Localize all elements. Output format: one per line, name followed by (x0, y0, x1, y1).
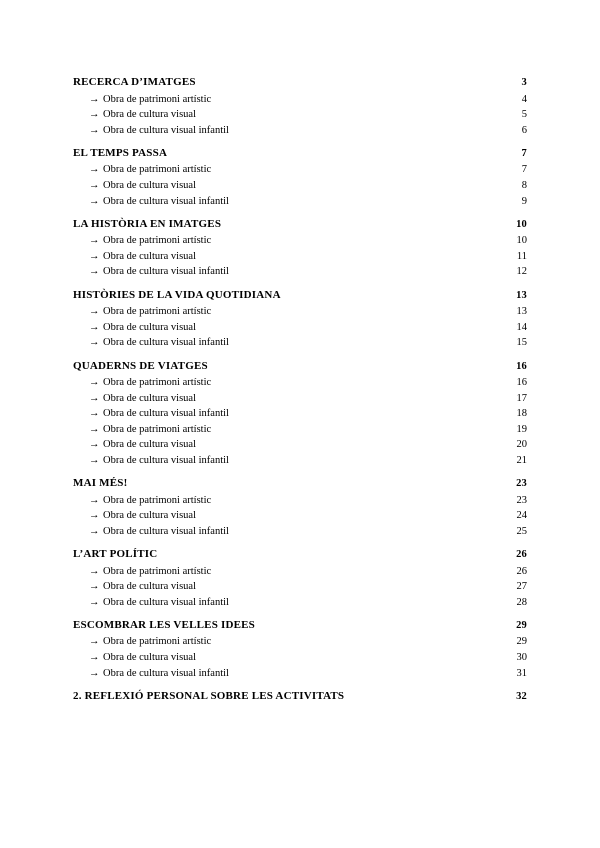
toc-entry-page: 17 (516, 392, 527, 404)
toc-entry-label: Obra de patrimoni artístic (103, 377, 212, 388)
toc-entry-text (89, 508, 196, 524)
toc-entry[interactable] (73, 249, 527, 265)
toc-heading-page: 10 (516, 218, 527, 230)
toc-entry-text (89, 666, 229, 682)
toc-entry-page: 21 (516, 454, 527, 466)
table-of-contents (73, 74, 527, 705)
toc-entry-text (89, 375, 211, 391)
toc-section (73, 287, 527, 351)
toc-entry-text (89, 320, 196, 336)
toc-entry-label: Obra de cultura visual infantil (103, 454, 229, 466)
toc-entry-label: Obra de patrimoni artístic (103, 565, 212, 577)
toc-entry[interactable] (73, 335, 527, 351)
toc-entry[interactable] (73, 92, 527, 108)
toc-entry-label: Obra de cultura visual infantil (103, 195, 229, 207)
toc-entry-text (89, 564, 211, 580)
toc-entry-page: 27 (516, 581, 527, 593)
toc-entry-label: Obra de patrimoni artístic (103, 164, 212, 176)
toc-entry-page: 16 (516, 377, 527, 388)
toc-section (73, 74, 527, 138)
toc-entry[interactable] (73, 178, 527, 194)
toc-entry-label: Obra de cultura visual (103, 321, 197, 333)
toc-entry[interactable] (73, 406, 527, 422)
toc-entry[interactable] (73, 564, 527, 580)
toc-heading-title: RECERCA D’IMATGES (73, 76, 196, 88)
toc-heading[interactable] (73, 546, 527, 564)
arrow-right-icon: → (89, 377, 100, 388)
toc-heading[interactable] (73, 617, 527, 635)
toc-entry-page: 28 (516, 596, 527, 608)
toc-entry-label: Obra de patrimoni artístic (103, 494, 212, 506)
toc-heading-page: 16 (516, 360, 527, 372)
toc-heading-title: EL TEMPS PASSA (73, 146, 168, 159)
toc-entry-label: Obra de patrimoni artístic (103, 235, 212, 247)
arrow-right-icon: → (89, 321, 100, 333)
toc-section (73, 358, 527, 469)
toc-entry-text (89, 524, 229, 540)
toc-entry-page: 25 (516, 525, 527, 537)
toc-entry-label: Obra de patrimoni artístic (103, 423, 212, 435)
toc-heading-title: MAI MÉS! (73, 477, 128, 490)
toc-entry[interactable] (73, 162, 527, 178)
toc-heading[interactable] (73, 475, 527, 493)
arrow-right-icon: → (89, 408, 100, 420)
toc-heading-page: 23 (516, 478, 527, 490)
toc-entry-label: Obra de cultura visual infantil (103, 667, 229, 679)
toc-entry-page: 24 (516, 510, 527, 522)
toc-entry-label: Obra de patrimoni artístic (103, 636, 212, 648)
arrow-right-icon: → (89, 93, 100, 105)
toc-entry-label: Obra de cultura visual (103, 250, 197, 262)
toc-entry-page: 13 (516, 306, 527, 318)
arrow-right-icon: → (89, 235, 100, 247)
toc-heading-title: QUADERNS DE VIATGES (73, 359, 208, 372)
arrow-right-icon: → (89, 124, 100, 136)
arrow-right-icon: → (89, 565, 100, 577)
toc-entry-label: Obra de cultura visual infantil (103, 408, 229, 420)
toc-entry-page: 5 (521, 109, 527, 121)
toc-heading[interactable] (73, 358, 527, 376)
arrow-right-icon: → (89, 494, 100, 506)
toc-entry[interactable] (73, 634, 527, 650)
toc-entry-text (89, 304, 211, 320)
toc-final-heading[interactable] (73, 688, 527, 706)
toc-entry-text (89, 579, 196, 595)
arrow-right-icon: → (89, 510, 100, 522)
toc-entry-label: Obra de cultura visual infantil (103, 525, 229, 537)
arrow-right-icon: → (89, 636, 100, 648)
toc-heading[interactable] (73, 145, 527, 163)
toc-entry-text (89, 493, 211, 509)
toc-entry-label: Obra de cultura visual (103, 109, 197, 121)
toc-entry[interactable] (73, 264, 527, 280)
toc-entry-text (89, 422, 211, 438)
toc-entry-text (89, 437, 196, 453)
toc-entry-text (89, 92, 211, 108)
toc-entry[interactable] (73, 437, 527, 453)
toc-entry-text (89, 595, 229, 611)
toc-section (73, 475, 527, 539)
toc-entry-label: Obra de cultura visual (103, 392, 197, 404)
toc-entry-text (89, 249, 196, 265)
toc-heading-title: LA HISTÒRIA EN IMATGES (73, 217, 222, 230)
arrow-right-icon: → (89, 423, 100, 435)
toc-heading-page: 29 (516, 619, 527, 631)
arrow-right-icon: → (89, 454, 100, 466)
toc-entry-text (89, 178, 196, 194)
toc-entry-page: 26 (516, 565, 527, 577)
toc-entry[interactable] (73, 107, 527, 123)
toc-heading-page: 3 (521, 77, 527, 88)
toc-entry[interactable] (73, 304, 527, 320)
toc-entry[interactable] (73, 233, 527, 249)
toc-entry-page: 8 (521, 179, 527, 191)
toc-entry-page: 10 (516, 235, 527, 247)
toc-entry-label: Obra de cultura visual infantil (103, 596, 229, 608)
toc-entry[interactable] (73, 391, 527, 407)
toc-final-page: 32 (516, 690, 527, 702)
arrow-right-icon: → (89, 195, 100, 207)
arrow-right-icon: → (89, 652, 100, 663)
arrow-right-icon: → (89, 667, 100, 679)
toc-entry[interactable] (73, 595, 527, 611)
arrow-right-icon: → (89, 392, 100, 404)
toc-entry[interactable] (73, 375, 527, 391)
toc-entry-label: Obra de cultura visual (103, 581, 197, 593)
toc-entry-page: 11 (516, 250, 527, 262)
toc-entry[interactable] (73, 650, 527, 666)
arrow-right-icon: → (89, 250, 100, 262)
toc-entry-label: Obra de cultura visual (103, 179, 197, 191)
toc-entry-text (89, 335, 229, 351)
toc-entry-text (89, 162, 211, 178)
arrow-right-icon: → (89, 109, 100, 121)
toc-entry-text (89, 123, 229, 139)
toc-heading-page: 26 (516, 549, 527, 561)
toc-entry-page: 20 (516, 439, 527, 451)
toc-entry-text (89, 453, 229, 469)
toc-heading[interactable] (73, 74, 527, 92)
toc-entry-label: Obra de cultura visual infantil (103, 337, 229, 349)
toc-heading-title: ESCOMBRAR LES VELLES IDEES (73, 618, 255, 631)
toc-entry-page: 31 (516, 667, 527, 679)
toc-entry-text (89, 194, 229, 210)
toc-heading[interactable] (73, 216, 527, 234)
toc-entry-text (89, 264, 229, 280)
toc-heading-page: 7 (521, 147, 527, 159)
toc-entry-text (89, 233, 211, 249)
arrow-right-icon: → (89, 337, 100, 349)
arrow-right-icon: → (89, 179, 100, 191)
toc-entry[interactable] (73, 194, 527, 210)
arrow-right-icon: → (89, 439, 100, 451)
toc-entry[interactable] (73, 320, 527, 336)
toc-entry[interactable] (73, 453, 527, 469)
toc-entry-label: Obra de cultura visual infantil (103, 266, 229, 278)
toc-entry-page: 7 (521, 164, 527, 176)
toc-entry-page: 30 (516, 652, 527, 663)
toc-entry-page: 14 (516, 321, 527, 333)
arrow-right-icon: → (89, 596, 100, 608)
toc-entry[interactable] (73, 422, 527, 438)
toc-entry-page: 15 (516, 337, 527, 349)
toc-entry-label: Obra de patrimoni artístic (103, 306, 212, 318)
toc-entry-page: 19 (516, 423, 527, 435)
toc-entry[interactable] (73, 579, 527, 595)
toc-entry-text (89, 650, 196, 666)
toc-section (73, 216, 527, 280)
toc-entry-text (89, 406, 229, 422)
toc-entry[interactable] (73, 508, 527, 524)
toc-entry[interactable] (73, 123, 527, 139)
toc-entry-page: 18 (516, 408, 527, 420)
toc-entry-label: Obra de patrimoni artístic (103, 93, 212, 105)
toc-heading-title: L’ART POLÍTIC (73, 548, 158, 561)
toc-entry[interactable] (73, 524, 527, 540)
toc-entry-page: 6 (521, 124, 527, 136)
toc-entry-label: Obra de cultura visual (103, 510, 197, 522)
toc-heading-page: 13 (516, 289, 527, 301)
toc-section (73, 546, 527, 610)
arrow-right-icon: → (89, 525, 100, 537)
arrow-right-icon: → (89, 306, 100, 318)
toc-entry-label: Obra de cultura visual (103, 652, 197, 663)
toc-entry-text (89, 634, 211, 650)
arrow-right-icon: → (89, 266, 100, 278)
toc-entry-page: 12 (516, 266, 527, 278)
toc-final-title: 2. REFLEXIÓ PERSONAL SOBRE LES ACTIVITATS (73, 689, 345, 702)
toc-section (73, 617, 527, 681)
toc-entry-page: 29 (516, 636, 527, 648)
toc-entry-label: Obra de cultura visual infantil (103, 124, 229, 136)
arrow-right-icon: → (89, 164, 100, 176)
toc-entry-page: 23 (516, 494, 527, 506)
arrow-right-icon: → (89, 581, 100, 593)
toc-entry-text (89, 391, 196, 407)
toc-entry[interactable] (73, 666, 527, 682)
toc-entry[interactable] (73, 493, 527, 509)
toc-heading-title: HISTÒRIES DE LA VIDA QUOTIDIANA (73, 288, 281, 301)
toc-entry-page: 4 (521, 93, 527, 105)
toc-entry-label: Obra de cultura visual (103, 439, 197, 451)
toc-section (73, 145, 527, 209)
toc-heading[interactable] (73, 287, 527, 305)
toc-entry-page: 9 (521, 195, 527, 207)
toc-entry-text (89, 107, 196, 123)
